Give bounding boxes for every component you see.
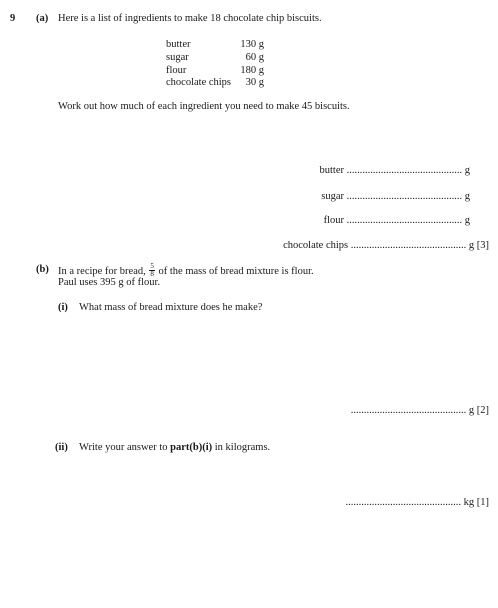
part-b-line1-before: In a recipe for bread,	[58, 265, 146, 277]
answer-unit: g	[464, 215, 470, 226]
answer-line-butter[interactable]	[320, 165, 471, 176]
answer-dots[interactable]: ............................................	[346, 191, 463, 202]
ingredient-name: butter	[166, 39, 191, 50]
fraction-denominator: 8	[150, 270, 154, 278]
sub-ii-question-after: in kilograms.	[214, 442, 271, 453]
answer-dots[interactable]: ............................................	[350, 405, 467, 416]
fraction-numerator: 5	[150, 262, 154, 270]
answer-label: sugar	[321, 191, 344, 202]
part-b-label: (b)	[36, 264, 49, 275]
answer-line-flour[interactable]	[324, 215, 470, 226]
answer-unit: g	[464, 165, 470, 176]
part-a-task: Work out how much of each ingredient you need to make 45 biscuits.	[58, 101, 350, 112]
ingredient-name: chocolate chips	[166, 77, 232, 88]
ingredient-name: flour	[166, 65, 187, 76]
sub-ii-label: (ii)	[55, 442, 68, 453]
ingredient-qty: 130 g	[240, 39, 264, 50]
part-a-label: (a)	[36, 13, 49, 24]
ingredient-name: sugar	[166, 52, 189, 63]
answer-label: chocolate chips	[283, 240, 349, 251]
ingredient-qty: 30 g	[245, 77, 264, 88]
question-number: 9	[10, 13, 16, 24]
answer-dots[interactable]: ............................................	[346, 215, 463, 226]
ingredient-qty: 180 g	[240, 65, 264, 76]
fraction	[149, 263, 155, 278]
part-b-line1-after: of the mass of bread mixture is flour.	[158, 265, 314, 277]
answer-label: butter	[319, 165, 344, 176]
sub-ii-question-ref: part(b)(i)	[170, 442, 213, 453]
answer-unit: g [3]	[468, 240, 489, 251]
sub-ii-question-before: Write your answer to	[79, 442, 168, 453]
answer-unit: g	[464, 191, 470, 202]
answer-line-chocolate-chips[interactable]	[283, 240, 489, 251]
sub-i-label: (i)	[58, 302, 68, 313]
part-a-intro: Here is a list of ingredients to make 18 chocolate chip biscuits.	[58, 13, 322, 24]
answer-line-sugar[interactable]	[321, 191, 470, 202]
answer-line-bread-mass[interactable]	[351, 405, 489, 416]
answer-dots[interactable]: ............................................	[345, 497, 461, 508]
answer-label: flour	[323, 215, 344, 226]
sub-ii-question	[79, 442, 270, 453]
answer-dots[interactable]: ............................................	[346, 165, 463, 176]
ingredient-qty: 60 g	[245, 52, 264, 63]
answer-unit: g [2]	[468, 405, 489, 416]
answer-unit: kg [1]	[463, 497, 489, 508]
part-b-line2: Paul uses 395 g of flour.	[58, 277, 161, 288]
answer-line-kilograms[interactable]	[346, 497, 490, 508]
sub-i-question: What mass of bread mixture does he make?	[79, 302, 263, 313]
answer-dots[interactable]: ............................................	[350, 240, 467, 251]
